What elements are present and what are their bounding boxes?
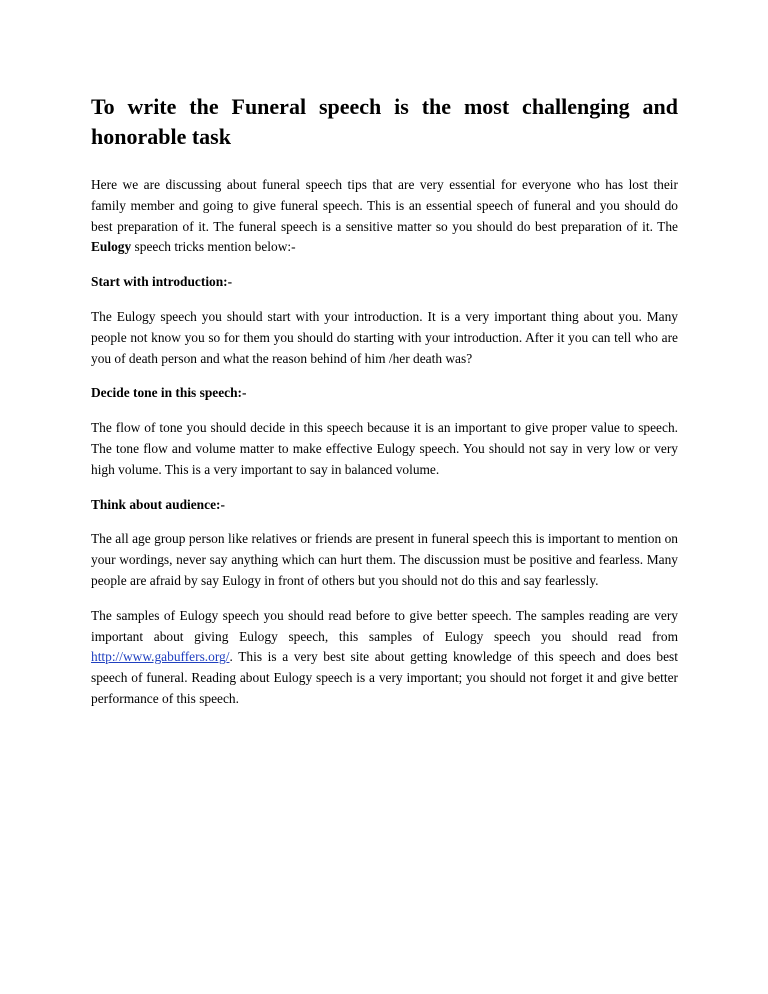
intro-paragraph bbox=[91, 175, 678, 258]
closing-paragraph bbox=[91, 606, 678, 710]
document-title: To write the Funeral speech is the most challenging and honorable task bbox=[91, 94, 678, 149]
document-page bbox=[91, 92, 678, 724]
section-body-audience: The all age group person like relatives or friends are present in funeral speech this is important to mention on your wordings, never say anything which can hurt them. The discussion must be positive and fearless. Many people are afraid by say Eulogy in front of others but you should not do this and say fearlessly. bbox=[91, 531, 678, 588]
intro-text-1: Here we are discussing about funeral speech tips that are very essential for everyone who has lost their family member and going to give funeral speech. This is an essential speech of funeral and you should do best preparation of it. The funeral speech is a sensitive matter so you should do best preparation of it. The bbox=[91, 177, 678, 234]
section-heading-audience: Think about audience:- bbox=[91, 496, 225, 512]
closing-text-1: The samples of Eulogy speech you should read before to give better speech. The samples reading are very important about giving Eulogy speech, this samples of Eulogy speech you should read from bbox=[91, 607, 678, 644]
intro-text-2: speech tricks mention below:- bbox=[131, 239, 296, 255]
section-heading-introduction: Start with introduction:- bbox=[91, 274, 233, 290]
section-heading-tone: Decide tone in this speech:- bbox=[91, 385, 247, 401]
section-body-introduction: The Eulogy speech you should start with your introduction. It is a very important thing about you. Many people not know you so for them you should do starting with your introduction. After it you can tell who are you of death person and what the reason behind of him /her death was? bbox=[91, 308, 678, 366]
gabuffers-link[interactable]: http://www.gabuffers.org/ bbox=[91, 649, 230, 665]
intro-bold-term: Eulogy bbox=[91, 239, 132, 255]
section-body-tone: The flow of tone you should decide in this speech because it is an important to give proper value to speech. The tone flow and volume matter to make effective Eulogy speech. You should not say in very low or very high volume. This is a very important to say in balanced volume. bbox=[91, 420, 678, 477]
closing-text-2: . This is a very best site about getting knowledge of this speech and does best speech of funeral. Reading about Eulogy speech is a very important; you should not forget it and give better performance of this speech. bbox=[91, 649, 678, 706]
